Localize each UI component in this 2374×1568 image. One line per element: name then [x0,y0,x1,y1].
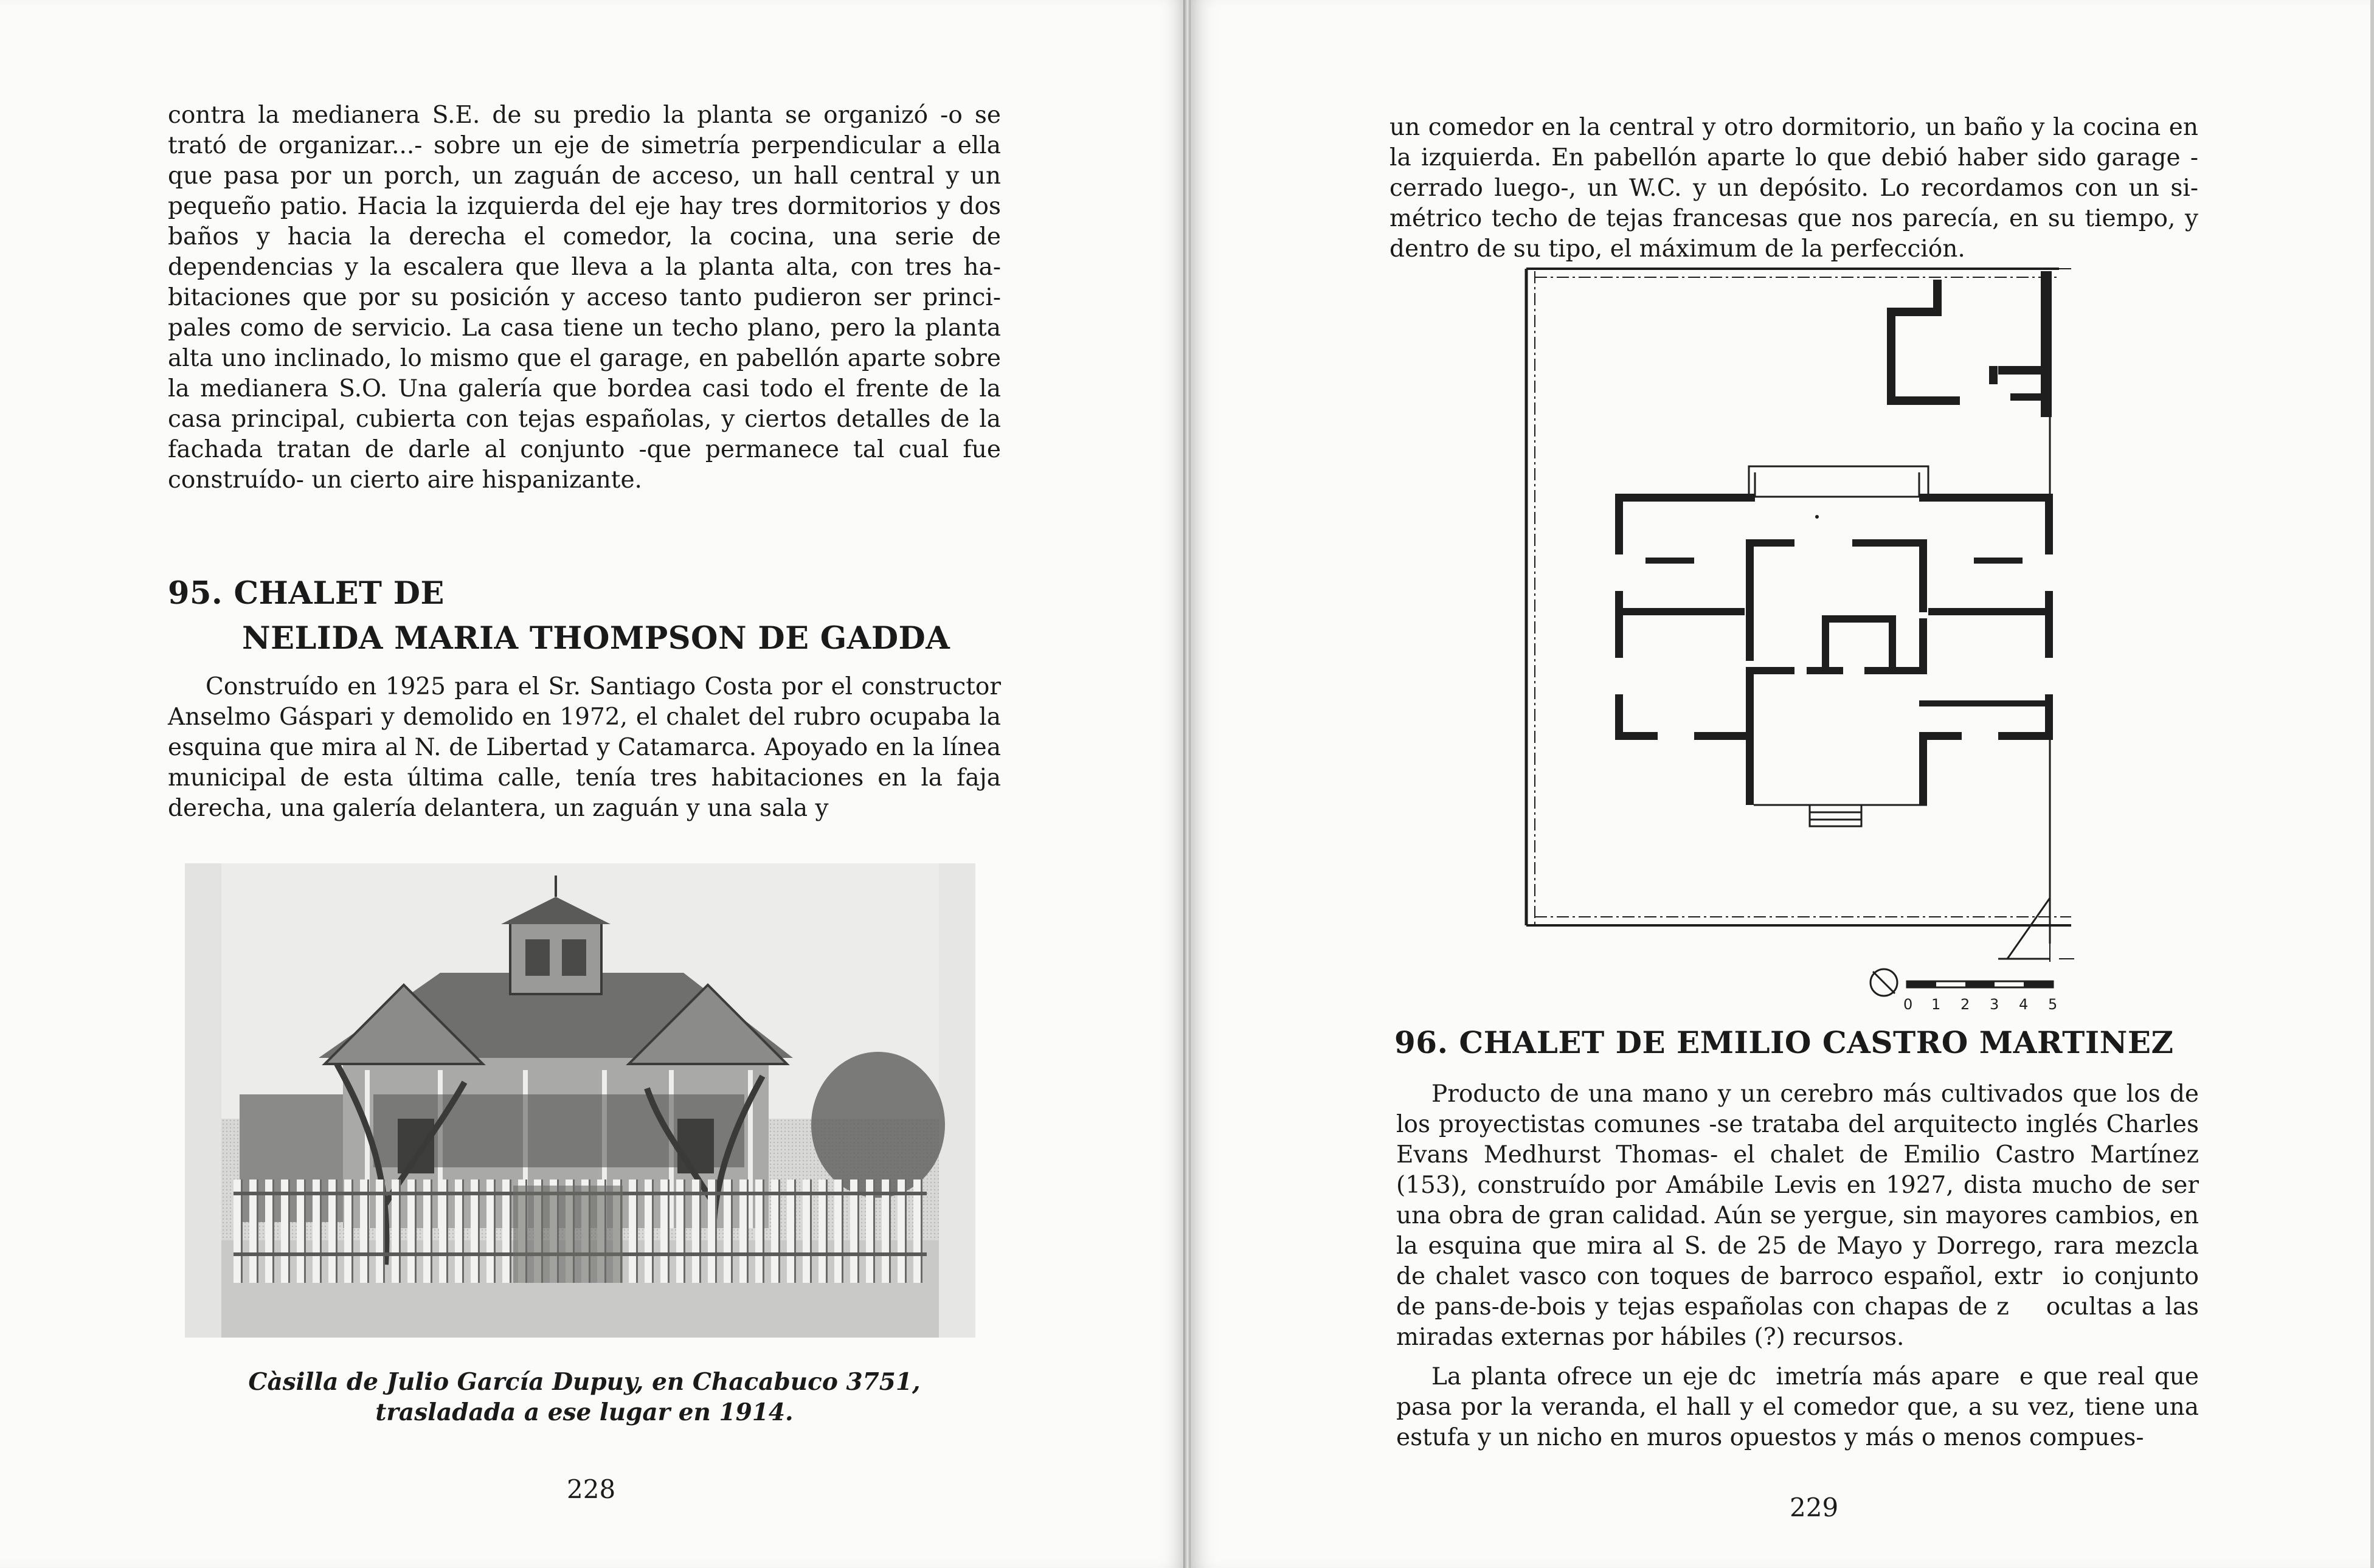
photo-caption-line2: trasladada a ese lugar en 1914. [375,1398,794,1426]
left-intro-paragraph: contra la medianera S.E. de su predio la planta se organizó -o se trató de organizar...- sobre un eje de simetría perpendicular a ella que pasa por un porch, un zaguán de acceso, un hall central y un pequeño patio. Hacia la izquierda del eje hay tres dormitorios y dos baños y hacia la derecha el comedor, la cocina, una serie de dependencias y la escalera que lleva a la planta alta, con tres habitaciones que por su posición y acceso tanto pudieron ser principales como de servicio. La casa tiene un techo plano, pero la planta alta uno inclinado, lo mismo que el garage, en pabellón aparte sobre la medianera S.O. Una galería que bordea casi todo el frente de la casa principal, cubierta con tejas españolas, y ciertos detalles de la fachada tratan de darle al conjunto -que permanece tal cual fue construído- un cierto aire hispanizante. [168,102,1001,494]
section-95-heading-line1: 95. CHALET DE [168,575,445,612]
scale-label-3: 3 [1990,996,1999,1013]
page-number-right: 229 [1790,1493,1839,1522]
section-95-paragraph: Construído en 1925 para el Sr. Santiago Costa por el constructor Anselmo Gáspari y demolido en 1972, el chalet del rubro ocupaba la esquina que mira al N. de Libertad y Catamarca. Apoyado en la línea municipal de esta última calle, tenía tres habitaciones en la faja derecha, una galería delantera, un zaguán y una sala y [168,673,1001,822]
right-intro-paragraph: un comedor en la central y otro dormitorio, un baño y la cocina en la izquierda. En pabellón aparte lo que debió haber sido garage -cerrado luego-, un W.C. y un depósito. Lo recordamos con un simétrico techo de tejas francesas que nos parecía, en su tiempo, y dentro de su tipo, el máximum de la perfección. [1389,114,2198,263]
house-photo-illustration [185,863,975,1338]
section-96-paragraph-1: Producto de una mano y un cerebro más cultivados que los de los proyectistas comunes -se trataba del arquitecto inglés Charles Evans Medhurst Thomas- el chalet de Emilio Castro Martínez (153), construído por Amábile Levis en 1927, dista mucho de ser una obra de gran calidad. Aún se yergue, sin mayores cambios, en la esquina que mira al S. de 25 de Mayo y Dorrego, rara mezcla de chalet vasco con toques de barroco español, extr io conjunto de pans-de-bois y tejas españolas con chapas de z ocultas a las miradas externas por hábiles (?) recursos. [1396,1080,2199,1351]
scale-label-4: 4 [2019,996,2029,1013]
page-228 [0,0,1186,1568]
scan-edge-right [2370,0,2374,1568]
north-arrow-icon [1870,969,1897,996]
scale-label-1: 1 [1931,996,1941,1013]
section-95-heading-line2: NELIDA MARIA THOMPSON DE GADDA [242,620,950,657]
page-number-left: 228 [567,1474,616,1504]
section-96-heading: 96. CHALET DE EMILIO CASTRO MARTINEZ [1394,1024,2174,1060]
scale-bar [1907,981,2053,987]
floor-plan-drawing [1500,263,2095,1020]
section-96-paragraph-2: La planta ofrece un eje dc imetría más apare e que real que pasa por la veranda, el hall y el comedor que, a su vez, tiene una estufa y un nicho en muros opuestos y más o menos compues- [1396,1363,2199,1451]
scale-label-0: 0 [1903,996,1913,1013]
photo-caption-line1: Càsilla de Julio García Dupuy, en Chacabuco 3751, [248,1368,921,1396]
house-photo [185,863,975,1338]
scale-label-5: 5 [2048,996,2058,1013]
scale-label-2: 2 [1960,996,1970,1013]
